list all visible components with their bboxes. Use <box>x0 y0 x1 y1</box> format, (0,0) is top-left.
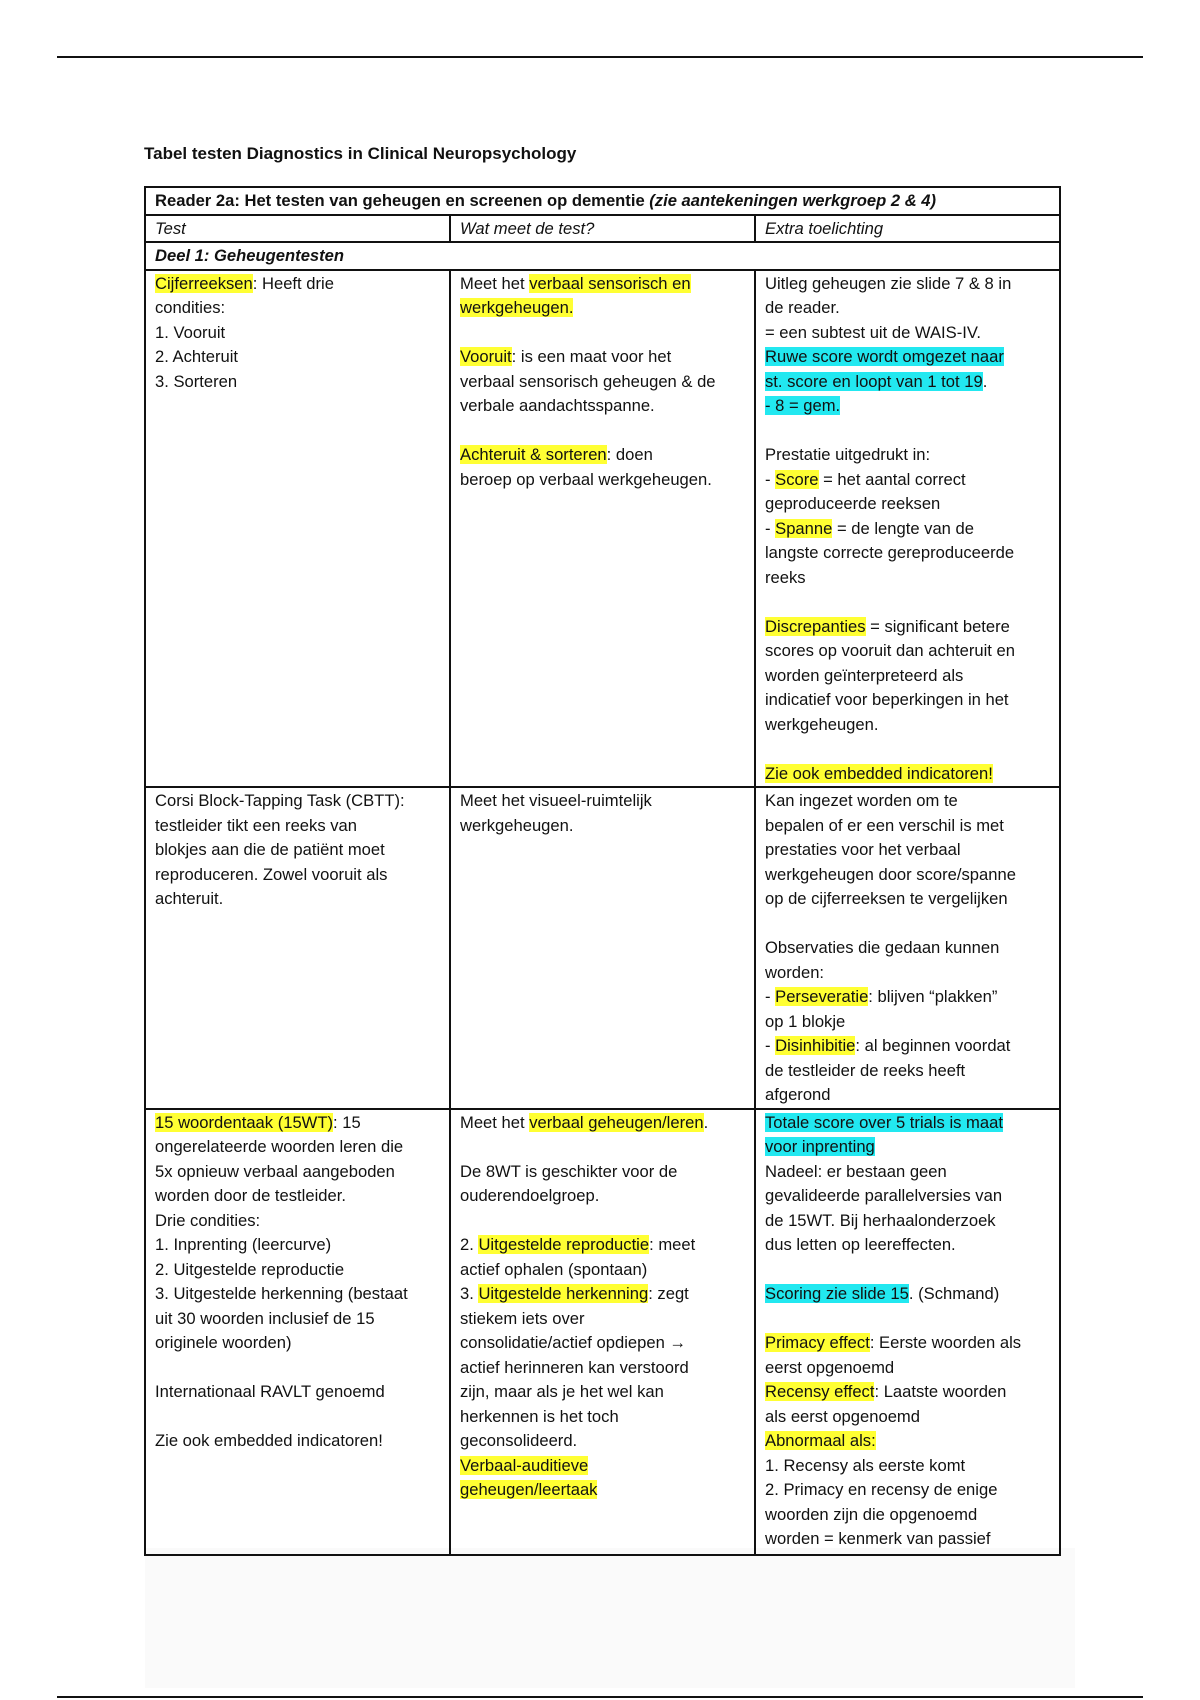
spacer <box>460 1135 745 1160</box>
spacer <box>460 1209 745 1234</box>
text-line: reproduceren. Zowel vooruit als <box>155 864 388 884</box>
table-row <box>145 1109 1060 1555</box>
highlight-cyan: Totale score over 5 trials is maat <box>765 1112 1003 1132</box>
text-line: 2. Achteruit <box>155 347 239 366</box>
text-line: Corsi Block-Tapping Task (CBTT): <box>155 791 405 810</box>
text: 2. <box>460 1235 479 1254</box>
meet-cell <box>450 787 755 1109</box>
text-line: ouderendoelgroep. <box>460 1186 600 1205</box>
text: - <box>765 469 776 489</box>
text-line: werkgeheugen door score/spanne <box>765 864 1016 884</box>
text-line <box>765 1380 1050 1405</box>
text-line: 1. Inprenting (leercurve) <box>155 1235 332 1254</box>
text: : is een maat voor het <box>511 347 672 366</box>
extra-cell <box>755 270 1060 788</box>
text-line: 1. Vooruit <box>155 322 226 342</box>
text-line: als eerst opgenoemd <box>765 1406 920 1426</box>
text-line: ongerelateerde woorden leren die <box>155 1137 404 1156</box>
text-line: blokjes aan die de patiënt moet <box>155 840 385 859</box>
highlight: verbaal geheugen/leren <box>529 1112 704 1132</box>
text-line: 3. Sorteren <box>155 371 238 391</box>
highlight-cyan: Scoring zie slide 15 <box>765 1284 909 1303</box>
text-line: worden: <box>765 962 825 982</box>
extra-cell <box>755 1109 1060 1555</box>
text-line: Nadeel: er bestaan geen <box>765 1161 947 1181</box>
text-line: stiekem iets over <box>460 1308 585 1328</box>
spacer <box>765 590 1050 615</box>
spacer <box>460 321 745 346</box>
highlight: Uitgestelde herkenning <box>478 1284 649 1303</box>
table-row <box>145 270 1060 788</box>
text-line <box>155 272 440 297</box>
column-header-row <box>145 215 1060 243</box>
text: : doen <box>606 445 653 464</box>
text-line <box>765 615 1050 640</box>
reader-heading-text: Reader 2a: Het testen van geheugen en screenen op dementie <box>155 191 650 210</box>
highlight: Abnormaal als: <box>765 1431 876 1450</box>
text-line: afgerond <box>765 1085 831 1104</box>
text-line <box>765 1429 1050 1454</box>
text-line <box>765 370 1050 395</box>
text-line: woorden zijn die opgenoemd <box>765 1504 978 1524</box>
text-line: originele woorden) <box>155 1333 292 1352</box>
reader-heading <box>145 187 1060 215</box>
text-line: actief ophalen (spontaan) <box>460 1259 648 1279</box>
text-line: Kan ingezet worden om te <box>765 791 958 810</box>
text: : Heeft drie <box>252 273 334 293</box>
spacer <box>460 419 745 444</box>
text-line <box>765 394 1050 419</box>
text-line: 1. Recensy als eerste komt <box>765 1455 966 1475</box>
test-cell <box>145 787 450 1109</box>
text: . <box>982 371 988 391</box>
text-line: worden door de testleider. <box>155 1186 346 1205</box>
highlight: Spanne <box>775 518 833 538</box>
highlight: Uitgestelde reproductie <box>478 1235 650 1254</box>
text-line: Zie ook embedded indicatoren! <box>155 1431 383 1450</box>
text-line <box>765 1034 1050 1059</box>
text-line: consolidatie/actief opdiepen → <box>460 1333 687 1352</box>
text: - <box>765 518 776 538</box>
highlight: Discrepanties <box>765 616 866 636</box>
text-line <box>765 762 1050 787</box>
text: = het aantal correct <box>818 469 966 489</box>
text: : zegt <box>648 1284 689 1303</box>
spacer <box>765 1258 1050 1283</box>
text-line: gevalideerde parallelversies van <box>765 1186 1003 1205</box>
text-line: beroep op verbaal werkgeheugen. <box>460 469 712 489</box>
text-line: zijn, maar als je het wel kan <box>460 1382 664 1401</box>
text: : Laatste woorden <box>874 1382 1007 1401</box>
text: 3. <box>460 1284 479 1303</box>
highlight: geheugen/leertaak <box>460 1480 598 1499</box>
text-line: Prestatie uitgedrukt in: <box>765 445 931 464</box>
highlight-cyan: - 8 = gem. <box>765 396 841 415</box>
highlight: werkgeheugen. <box>460 298 574 317</box>
highlight: Disinhibitie <box>775 1036 856 1055</box>
highlight: Score <box>775 469 819 489</box>
text-line: op de cijferreeksen te vergelijken <box>765 889 1008 908</box>
text-line <box>460 1111 745 1136</box>
text-line: de reader. <box>765 298 840 317</box>
text-line: condities: <box>155 298 226 317</box>
text: - <box>765 987 776 1006</box>
text-line <box>155 1111 440 1136</box>
highlight: Perseveratie <box>775 987 869 1006</box>
bottom-rule <box>57 1696 1143 1698</box>
meet-cell <box>450 1109 755 1555</box>
page-shade <box>145 1548 1075 1688</box>
text-line: werkgeheugen. <box>460 815 574 835</box>
text-line <box>460 443 745 468</box>
text-line: = een subtest uit de WAIS-IV. <box>765 322 981 342</box>
meet-cell <box>450 270 755 788</box>
document-title: Tabel testen Diagnostics in Clinical Neuropsychology <box>144 144 577 163</box>
text-line: Meet het visueel-ruimtelijk <box>460 791 652 810</box>
highlight: Vooruit <box>460 347 512 366</box>
highlight: Achteruit & sorteren <box>460 445 607 464</box>
column-header-meet: Wat meet de test? <box>450 215 755 243</box>
text-line: op 1 blokje <box>765 1011 846 1031</box>
text: : Eerste woorden als <box>869 1333 1022 1352</box>
text-line: de 15WT. Bij herhaalonderzoek <box>765 1210 996 1230</box>
spacer <box>155 1405 440 1430</box>
text-line <box>765 1282 1050 1307</box>
text-line <box>765 1135 1050 1160</box>
reader-heading-note: (zie aantekeningen werkgroep 2 & 4) <box>649 191 937 210</box>
text-line <box>460 345 745 370</box>
text-line: scores op vooruit dan achteruit en <box>765 641 1015 660</box>
table-header-row <box>145 187 1060 215</box>
test-cell <box>145 1109 450 1555</box>
text-line: eerst opgenoemd <box>765 1357 895 1377</box>
text-line: verbale aandachtsspanne. <box>460 396 655 415</box>
text: : blijven “plakken” <box>868 987 998 1006</box>
spacer <box>765 912 1050 937</box>
text-line: werkgeheugen. <box>765 714 879 734</box>
column-header-test: Test <box>145 215 450 243</box>
test-table <box>144 186 1061 1556</box>
spacer <box>155 1356 440 1381</box>
text: . <box>703 1112 709 1132</box>
text: : al beginnen voordat <box>855 1036 1011 1055</box>
highlight: Verbaal-auditieve <box>460 1455 589 1475</box>
highlight-cyan: voor inprenting <box>765 1137 875 1156</box>
highlight: 15 woordentaak (15WT) <box>155 1112 334 1132</box>
text: = de lengte van de <box>832 518 974 538</box>
text-line: bepalen of er een verschil is met <box>765 815 1004 835</box>
text-line: testleider tikt een reeks van <box>155 815 357 835</box>
text-line: langste correcte gereproduceerde <box>765 543 1015 562</box>
text: Meet het <box>460 1112 530 1132</box>
spacer <box>765 419 1050 444</box>
text-line <box>765 468 1050 493</box>
text-line <box>460 272 745 297</box>
text-line: geconsolideerd. <box>460 1431 578 1450</box>
text-line <box>460 1282 745 1307</box>
text-line: Uitleg geheugen zie slide 7 & 8 in <box>765 273 1012 293</box>
text-line: herkennen is het toch <box>460 1406 619 1426</box>
text-line <box>765 345 1050 370</box>
text-line: Internationaal RAVLT genoemd <box>155 1382 385 1401</box>
section-row <box>145 242 1060 270</box>
text-line <box>460 296 745 321</box>
spacer <box>765 737 1050 762</box>
text: : meet <box>649 1235 696 1254</box>
text-line: geproduceerde reeksen <box>765 494 941 513</box>
text: - <box>765 1036 776 1055</box>
text-line: worden geïnterpreteerd als <box>765 665 964 685</box>
highlight: verbaal sensorisch en <box>529 273 691 293</box>
text-line <box>460 1233 745 1258</box>
highlight: Zie ook embedded indicatoren! <box>765 763 993 783</box>
section-title: Deel 1: Geheugentesten <box>145 242 1060 270</box>
text-line: 2. Primacy en recensy de enige <box>765 1480 998 1499</box>
text-line: 2. Uitgestelde reproductie <box>155 1259 345 1279</box>
text-line: verbaal sensorisch geheugen & de <box>460 371 716 391</box>
text-line: 5x opnieuw verbaal aangeboden <box>155 1161 395 1181</box>
text-line: 3. Uitgestelde herkenning (bestaat <box>155 1284 408 1303</box>
column-header-extra: Extra toelichting <box>755 215 1060 243</box>
text: = significant betere <box>865 616 1010 636</box>
text-line <box>460 1454 745 1479</box>
extra-cell <box>755 787 1060 1109</box>
highlight: Cijferreeksen <box>155 273 253 293</box>
text: : 15 <box>333 1112 361 1132</box>
spacer <box>765 1307 1050 1332</box>
text: Meet het <box>460 273 530 293</box>
text-line: indicatief voor beperkingen in het <box>765 690 1009 709</box>
text-line: uit 30 woorden inclusief de 15 <box>155 1308 375 1328</box>
text-line: Drie condities: <box>155 1210 261 1230</box>
highlight-cyan: st. score en loopt van 1 tot 19 <box>765 371 983 391</box>
text-line: Observaties die gedaan kunnen <box>765 938 1000 957</box>
text-line: achteruit. <box>155 889 224 908</box>
text-line: worden = kenmerk van passief <box>765 1529 991 1548</box>
text-line: actief herinneren kan verstoord <box>460 1357 689 1377</box>
highlight: Recensy effect <box>765 1382 875 1401</box>
top-rule <box>57 56 1143 58</box>
text-line: De 8WT is geschikter voor de <box>460 1161 678 1181</box>
test-cell <box>145 270 450 788</box>
text-line <box>460 1478 745 1503</box>
text: . (Schmand) <box>908 1284 1000 1303</box>
text-line <box>765 1111 1050 1136</box>
text-line: dus letten op leereffecten. <box>765 1235 956 1254</box>
text-line: reeks <box>765 567 806 587</box>
text-line <box>765 985 1050 1010</box>
text-line <box>765 517 1050 542</box>
highlight-cyan: Ruwe score wordt omgezet naar <box>765 347 1004 366</box>
highlight: Primacy effect <box>765 1333 870 1352</box>
text-line: de testleider de reeks heeft <box>765 1060 966 1080</box>
text-line: prestaties voor het verbaal <box>765 840 961 859</box>
table-row <box>145 787 1060 1109</box>
text-line <box>765 1331 1050 1356</box>
